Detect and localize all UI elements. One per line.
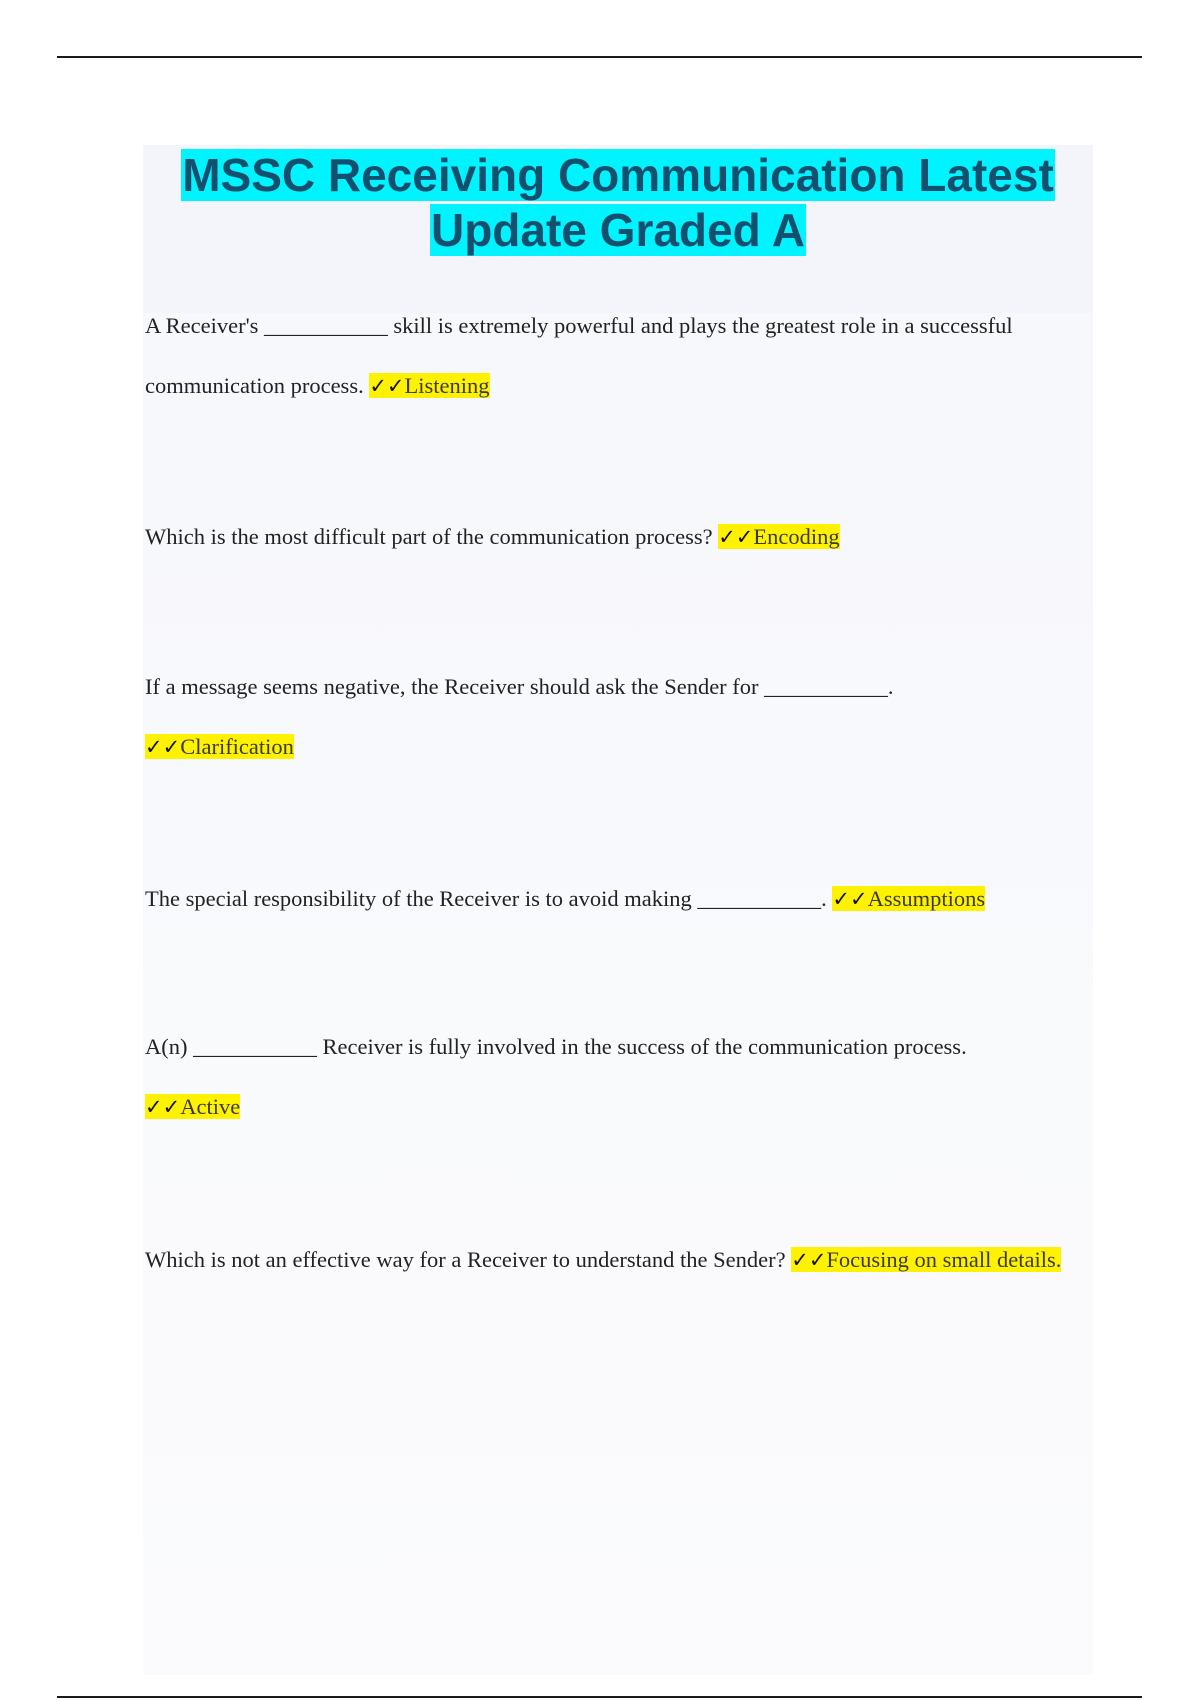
question-text: If a message seems negative, the Receiver should ask the Sender for ___________. — [145, 674, 894, 699]
qa-item — [145, 869, 1085, 929]
double-check-icon: ✓✓ — [145, 735, 181, 759]
double-check-icon: ✓✓ — [145, 1095, 181, 1119]
answer-text: Assumptions — [867, 886, 986, 911]
answer-highlight — [791, 1247, 1061, 1272]
document-title — [143, 148, 1093, 258]
answer-text: Clarification — [180, 734, 294, 759]
qa-item — [145, 1017, 1085, 1137]
answer-text: Encoding — [753, 524, 840, 549]
double-check-icon: ✓✓ — [718, 525, 754, 549]
question-text: Which is the most difficult part of the communication process? — [145, 524, 713, 549]
answer-text: Active — [180, 1094, 241, 1119]
title-line-2: Update Graded A — [430, 204, 806, 256]
double-check-icon: ✓✓ — [369, 374, 405, 398]
question-text: A Receiver's ___________ skill is extremely powerful and plays the greatest role in a successful communication process. — [145, 313, 1013, 398]
answer-text: Listening — [404, 373, 490, 398]
answer-highlight — [718, 524, 839, 549]
title-line-1: MSSC Receiving Communication Latest — [182, 149, 1054, 201]
top-divider — [57, 56, 1142, 58]
question-text: A(n) ___________ Receiver is fully involved in the success of the communication process. — [145, 1034, 967, 1059]
qa-item — [145, 507, 1085, 567]
double-check-icon: ✓✓ — [832, 887, 868, 911]
answer-highlight — [145, 734, 294, 759]
answer-highlight — [145, 1094, 240, 1119]
answer-highlight — [832, 886, 985, 911]
qa-item — [145, 296, 1085, 416]
answer-text: Focusing on small details. — [826, 1247, 1062, 1272]
question-text: Which is not an effective way for a Receiver to understand the Sender? — [145, 1247, 786, 1272]
question-text: The special responsibility of the Receiver is to avoid making ___________. — [145, 886, 827, 911]
bottom-divider — [57, 1696, 1142, 1698]
answer-highlight — [369, 373, 489, 398]
qa-item — [145, 657, 1085, 777]
double-check-icon: ✓✓ — [791, 1248, 827, 1272]
qa-item — [145, 1230, 1085, 1290]
